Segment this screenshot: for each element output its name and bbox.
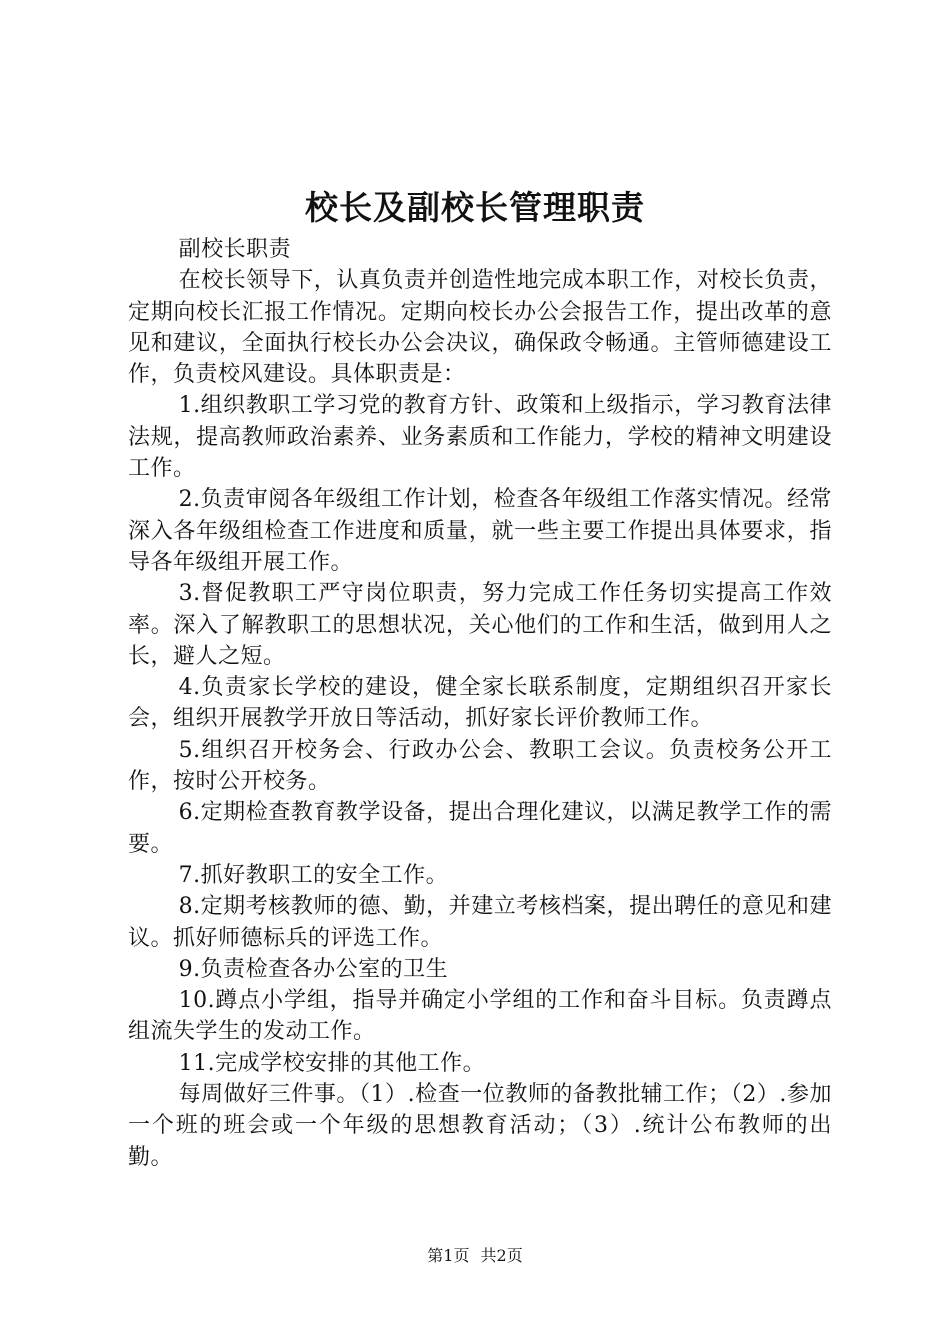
duty-item-3: 3.督促教职工严守岗位职责，努力完成工作任务切实提高工作效率。深入了解教职工的思想状况，关心他们的工作和生活，做到用人之长，避人之短。	[128, 581, 832, 669]
document-body	[128, 234, 832, 1173]
document-title: 校长及副校长管理职责	[305, 188, 645, 227]
duty-item-9: 9.负责检查各办公室的卫生	[178, 956, 449, 982]
duty-item-8: 8.定期考核教师的德、勤，并建立考核档案，提出聘任的意见和建议。抓好师德标兵的评选工作。	[128, 894, 832, 951]
duty-item-4: 4.负责家长学校的建设，健全家长联系制度，定期组织召开家长会，组织开展教学开放日等活动，抓好家长评价教师工作。	[128, 675, 832, 732]
duty-item-10: 10.蹲点小学组，指导并确定小学组的工作和奋斗目标。负责蹲点组流失学生的发动工作。	[128, 988, 832, 1045]
duty-item-6: 6.定期检查教育教学设备，提出合理化建议，以满足教学工作的需要。	[128, 800, 832, 857]
duty-item-1: 1.组织教职工学习党的教育方针、政策和上级指示，学习教育法律法规，提高教师政治素养、业务素质和工作能力，学校的精神文明建设工作。	[128, 393, 832, 482]
weekly-tasks-paragraph: 每周做好三件事。（1）.检查一位教师的备教批辅工作；（2）.参加一个班的班会或一个年级的思想教育活动；（3）.统计公布教师的出勤。	[128, 1082, 832, 1170]
duty-item-2: 2.负责审阅各年级组工作计划，检查各年级组工作落实情况。经常深入各年级组检查工作进度和质量，就一些主要工作提出具体要求，指导各年级组开展工作。	[128, 487, 832, 575]
duty-item-7: 7.抓好教职工的安全工作。	[178, 862, 449, 888]
duty-item-11: 11.完成学校安排的其他工作。	[178, 1050, 486, 1076]
page-footer: 第1页 共2页	[427, 1246, 523, 1265]
intro-paragraph: 在校长领导下，认真负责并创造性地完成本职工作，对校长负责，定期向校长汇报工作情况。定期向校长办公会报告工作，提出改革的意见和建议，全面执行校长办公会决议，确保政令畅通。主管师德建设工作，负责校风建设。具体职责是：	[128, 268, 832, 388]
section-heading: 副校长职责	[178, 237, 292, 262]
duty-item-5: 5.组织召开校务会、行政办公会、教职工会议。负责校务公开工作，按时公开校务。	[128, 737, 832, 795]
